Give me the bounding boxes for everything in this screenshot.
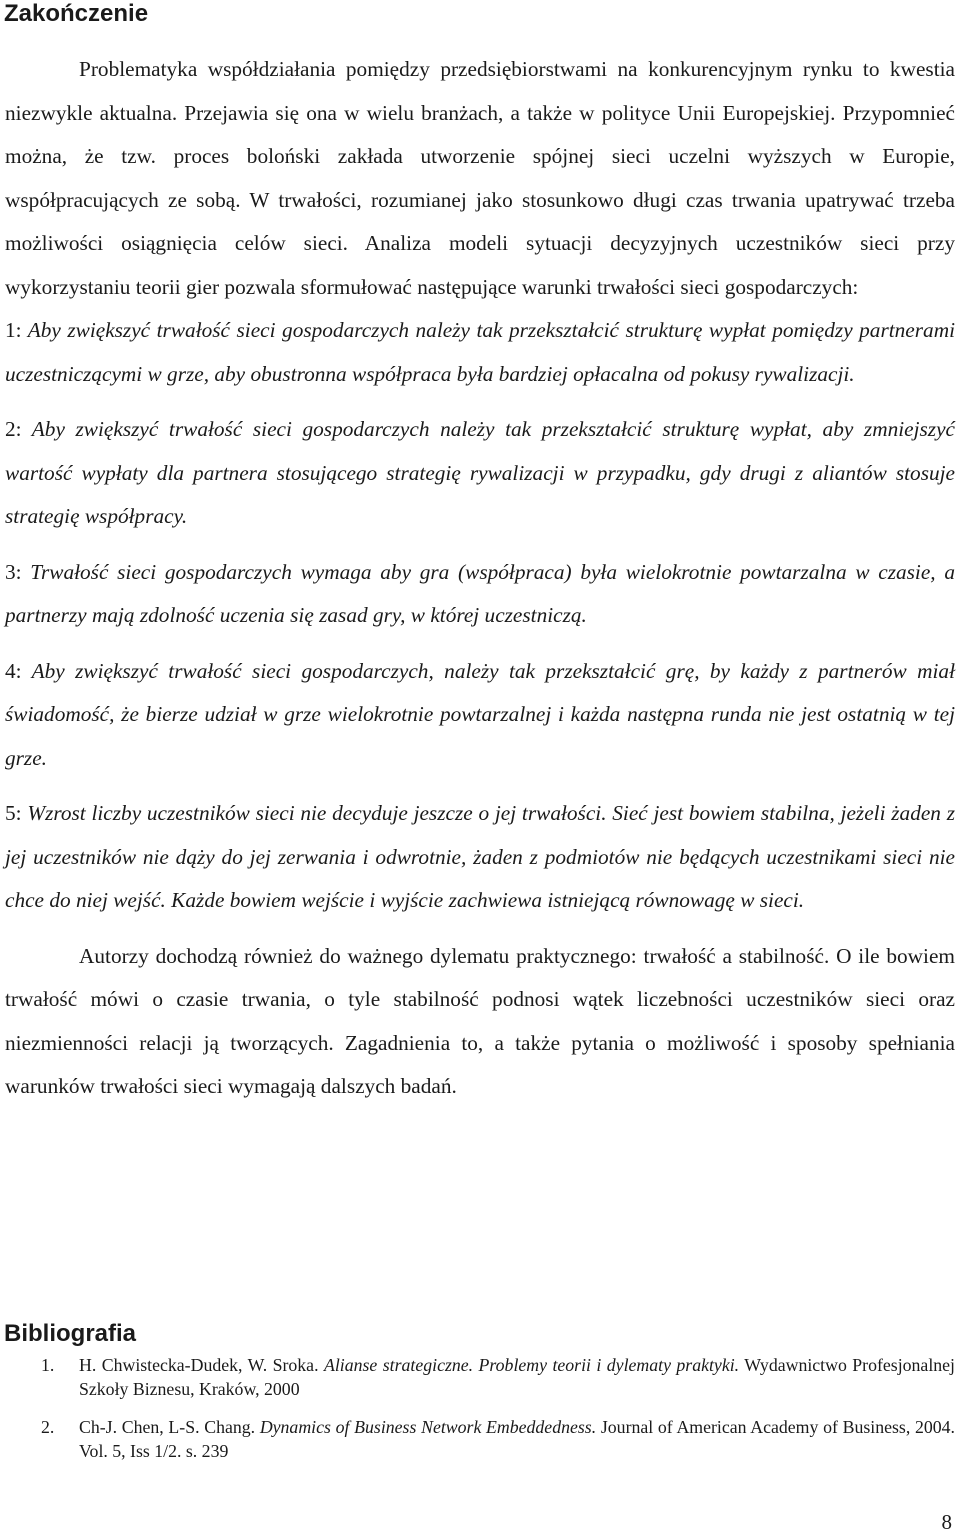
bibliography-item [5,1353,955,1401]
condition-5 [5,792,955,923]
bibliography-number: 1. [41,1355,55,1375]
condition-2 [5,408,955,539]
bibliography-number: 2. [41,1417,55,1437]
bibliography-title: Alianse strategiczne. Problemy teorii i dylematy praktyki. [323,1355,740,1375]
bibliography-authors: H. Chwistecka-Dudek, W. Sroka. [79,1355,324,1375]
bibliography-title: Dynamics of Business Network Embeddedness. [259,1417,597,1437]
condition-number: 5: [5,801,22,825]
closing-paragraph: Autorzy dochodzą również do ważnego dylematu praktycznego: trwałość a stabilność. O ile bowiem trwałość mówi o czasie trwania, o tyle stabilność podnosi wątek liczebności uczestników sieci oraz niezmienności relacji ją tworzących. Zagadnienia to, a także pytania o możliwość i sposoby spełniania warunków trwałości sieci wymagają dalszych badań. [5,943,955,1098]
condition-text: Trwałość sieci gospodarczych wymaga aby gra (współpraca) była wielokrotnie powtarzalna w czasie, a partnerzy mają zdolność uczenia się zasad gry, w której uczestniczą. [5,559,955,627]
condition-number: 1: [5,318,22,342]
condition-text: Wzrost liczby uczestników sieci nie decyduje jeszcze o jej trwałości. Sieć jest bowiem stabilna, jeżeli żaden z jej uczestników nie dąży do jej zerwania i odwrotnie, żaden z podmiotów nie będących uczestnikami sieci nie chce do niej wejść. Każde bowiem wejście i wyjście zachwiewa istniejącą równowagę w sieci. [5,801,955,912]
bibliography-authors: Ch-J. Chen, L-S. Chang. [79,1417,260,1437]
page-number: 8 [941,1510,952,1534]
section-heading-bibliography: Bibliografia [4,1320,137,1347]
bibliography-list [5,1353,955,1477]
bibliography-item [5,1415,955,1463]
condition-number: 2: [5,417,22,441]
condition-text: Aby zwiększyć trwałość sieci gospodarczych należy tak przekształcić strukturę wypłat pomiędzy partnerami uczestniczącymi w grze, aby obustronna współpraca była bardziej opłacalna od pokusy rywalizacji. [5,318,955,386]
condition-4 [5,650,955,781]
bibliography-publisher: Journal of American Academy of Business, 2004. Vol. 5, Iss 1/2. s. 239 [79,1417,955,1461]
section-heading-conclusion: Zakończenie [4,0,149,27]
condition-text: Aby zwiększyć trwałość sieci gospodarczych należy tak przekształcić strukturę wypłat, aby zmniejszyć wartość wypłaty dla partnera stosującego strategię rywalizacji w przypadku, gdy drugi z aliantów stosuje strategię współpracy. [5,417,955,528]
condition-number: 3: [5,559,22,584]
condition-number: 4: [5,658,22,683]
condition-text: Aby zwiększyć trwałość sieci gospodarczych, należy tak przekształcić grę, by każdy z partnerów miał świadomość, że bierze udział w grze wielokrotnie powtarzalnej i każda następna runda nie jest ostatnią w tej grze. [5,658,955,770]
intro-paragraph: Problematyka współdziałania pomiędzy przedsiębiorstwami na konkurencyjnym rynku to kwestia niezwykle aktualna. Przejawia się ona w wielu branżach, a także w polityce Unii Europejskiej. Przypomnieć można, że tzw. proces boloński zakłada utworzenie spójnej sieci uczelni wyższych w Europie, współpracujących ze sobą. W trwałości, rozumianej jako stosunkowo długi czas trwania upatrywać trzeba możliwości osiągnięcia celów sieci. Analiza modeli sytuacji decyzyjnych uczestników sieci przy wykorzystaniu teorii gier pozwala sformułować następujące warunki trwałości sieci gospodarczych: [5,57,955,299]
condition-1 [5,309,955,396]
conclusion-body [5,48,955,1109]
bibliography-publisher: Wydawnictwo Profesjonalnej Szkoły Biznesu, Kraków, 2000 [79,1355,955,1399]
condition-3 [5,551,955,638]
